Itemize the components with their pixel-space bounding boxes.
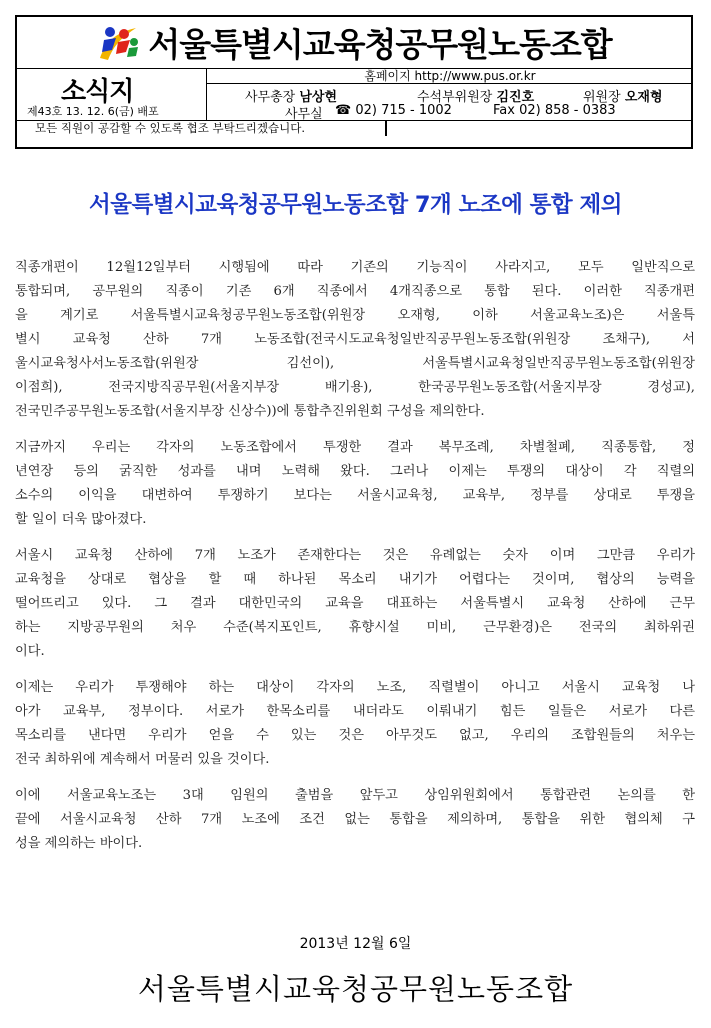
paragraph-line: 떨어뜨리고 있다. 그 결과 대한민국의 교육을 대표하는 서울특별시 교육청 산하에 근무 bbox=[15, 596, 695, 611]
staff-chair: 위원장 오재형 bbox=[583, 90, 663, 105]
paragraph-line: 서울시 교육청 산하에 7개 노조가 존재한다는 것은 유례없는 숫자 이며 그만큼 우리가 bbox=[15, 548, 695, 563]
newsletter-title: 소식지 bbox=[61, 77, 134, 107]
signature: 서울특별시교육청공무원노동조합 bbox=[137, 972, 574, 1006]
issue-line: 제43호 13. 12. 6(금) 배포 bbox=[27, 105, 159, 118]
paragraph-line: 성을 제의하는 바이다. bbox=[15, 836, 143, 851]
staff-vice-chair: 수석부위원장 김진호 bbox=[417, 90, 535, 105]
notice-line: 모든 직원이 공감할 수 있도록 협조 부탁드리겠습니다. bbox=[17, 120, 691, 135]
paragraph-line: 이점희), 전국지방직공무원(서울지부장 배기용), 한국공무원노동조합(서울지부장 경성교), bbox=[15, 380, 695, 395]
issue-date: 2013년 12월 6일 bbox=[299, 936, 412, 952]
paragraph-line: 지금까지 우리는 각자의 노동조합에서 투쟁한 결과 복무조례, 차별철폐, 직종통합, 정 bbox=[15, 440, 695, 455]
article-body bbox=[15, 256, 695, 856]
paragraph-line: 통합되며, 공무원의 직종이 기존 6개 직종에서 4개직종으로 통합 된다. 이러한 직종개편 bbox=[15, 284, 695, 299]
phone-line bbox=[207, 103, 693, 122]
office-phone: ☎ 02) 715 - 1002 bbox=[335, 103, 452, 118]
union-logo-icon bbox=[96, 22, 140, 64]
contact-info bbox=[207, 69, 693, 120]
paragraph-line: 전국민주공무원노동조합(서울지부장 신상수))에 통합추진위원회 구성을 제의한다. bbox=[15, 404, 485, 419]
paragraph-line: 교육청을 상대로 협상을 할 때 하나된 목소리 내기가 어렵다는 것이며, 협상의 능력을 bbox=[15, 572, 695, 587]
paragraph-line: 전국 최하위에 계속해서 머물러 있을 것이다. bbox=[15, 752, 270, 767]
paragraph-line: 끝에 서울시교육청 산하 7개 노조에 조건 없는 통합을 제의하며, 통합을 위한 협의체 구 bbox=[15, 812, 695, 827]
org-title: 서울특별시교육청공무원노동조합 bbox=[148, 25, 612, 64]
masthead-title-row bbox=[17, 17, 691, 69]
homepage-line[interactable]: 홈페이지 http://www.pus.or.kr bbox=[207, 69, 693, 84]
newsletter-box bbox=[17, 69, 207, 120]
office-label: 사무실 bbox=[285, 107, 323, 122]
paragraph-line: 하는 지방공무원의 처우 수준(복지포인트, 휴향시설 미비, 근무환경)은 전국의 최하위권 bbox=[15, 620, 695, 635]
paragraph-line: 이제는 우리가 투쟁해야 하는 대상이 각자의 노조, 직렬별이 아니고 서울시 교육청 나 bbox=[15, 680, 695, 695]
paragraph bbox=[15, 436, 695, 532]
paragraph-line: 년연장 등의 굵직한 성과를 내며 노력해 왔다. 그러나 이제는 투쟁의 대상이 각 직렬의 bbox=[15, 464, 695, 479]
paragraph-line: 이에 서울교육노조는 3대 임원의 출범을 앞두고 상임위원회에서 통합관련 논의를 한 bbox=[15, 788, 695, 803]
headline: 서울특별시교육청공무원노동조합 7개 노조에 통합 제의 bbox=[89, 192, 622, 218]
paragraph-line: 목소리를 낸다면 우리가 얻을 수 있는 것은 아무것도 없고, 우리의 조합원들의 처우는 bbox=[15, 728, 695, 743]
paragraph-line: 울시교육청사서노동조합(위원장 김선이), 서울특별시교육청일반직공무원노동조합(위원장 bbox=[15, 356, 695, 371]
paragraph bbox=[15, 256, 695, 424]
paragraph bbox=[15, 784, 695, 856]
paragraph bbox=[15, 544, 695, 664]
office-fax: Fax 02) 858 - 0383 bbox=[493, 103, 616, 118]
paragraph-line: 직종개편이 12월12일부터 시행됨에 따라 기존의 기능직이 사라지고, 모두 일반직으로 bbox=[15, 260, 695, 275]
paragraph-line: 을 계기로 서울특별시교육청공무원노동조합(위원장 오재형, 이하 서울교육노조)은 서울특 bbox=[15, 308, 695, 323]
paragraph-line: 할 일이 더욱 많아졌다. bbox=[15, 512, 147, 527]
paragraph-line: 이다. bbox=[15, 644, 45, 659]
paragraph bbox=[15, 676, 695, 772]
masthead bbox=[15, 15, 693, 149]
staff-secretary: 사무총장 남상현 bbox=[245, 90, 338, 105]
paragraph-line: 아가 교육부, 정부이다. 서로가 한목소리를 내더라도 이뤄내기 힘든 일들은 서로가 다른 bbox=[15, 704, 695, 719]
paragraph-line: 소수의 이익을 대변하여 투쟁하기 보다는 서울시교육청, 교육부, 정부를 상대로 투쟁을 bbox=[15, 488, 695, 503]
paragraph-line: 별시 교육청 산하 7개 노동조합(전국시도교육청일반직공무원노동조합(위원장 조채구), 서 bbox=[15, 332, 695, 347]
staff-line bbox=[207, 85, 693, 103]
